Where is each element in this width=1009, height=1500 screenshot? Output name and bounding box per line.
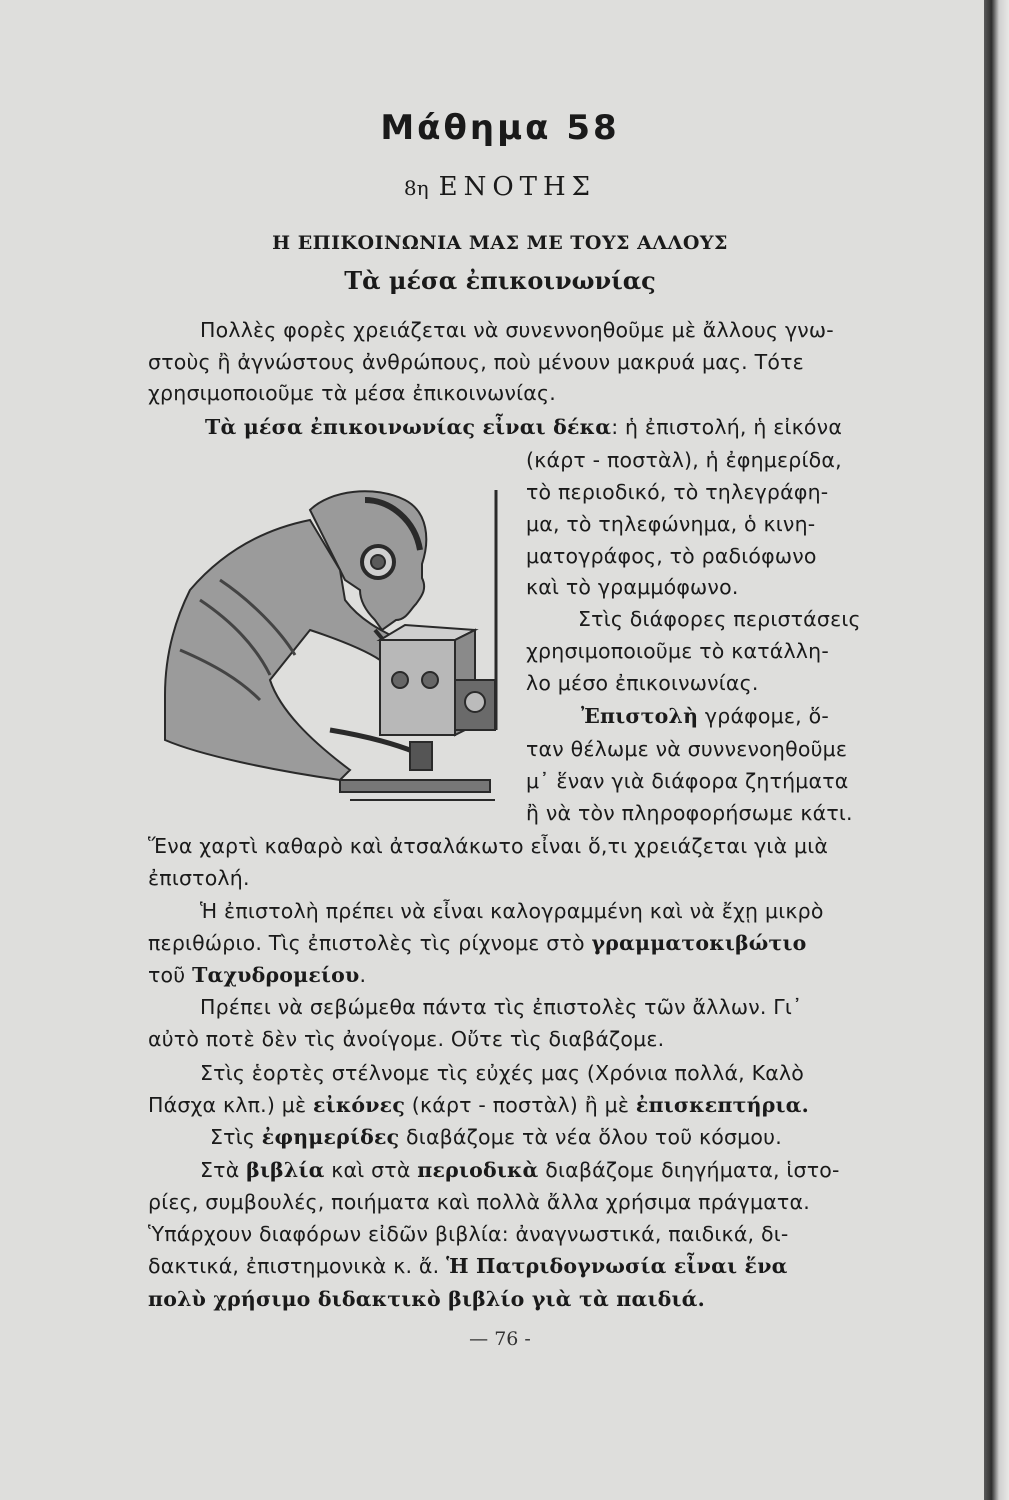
text-span: γράφομε, ὅ- xyxy=(698,704,829,728)
bold-phrase: Ἡ Πατριδογνωσία εἶναι ἕνα xyxy=(446,1254,788,1278)
text-span: διαβάζομε διηγήματα, ἱστο- xyxy=(538,1158,840,1182)
text-span: Στὶς xyxy=(210,1125,262,1149)
text-line: καὶ τὸ γραμμόφωνο. xyxy=(526,575,739,599)
text-line: Ὑπάρχουν διαφόρων εἰδῶν βιβλία: ἀναγνωστικά, παιδικά, δι- xyxy=(148,1222,789,1246)
text-line: αὐτὸ ποτὲ δὲν τὶς ἀνοίγομε. Οὔτε τὶς διαβάζομε. xyxy=(148,1027,665,1051)
bold-phrase: Ταχυδρομείου xyxy=(192,963,360,987)
text-line xyxy=(210,1121,782,1153)
text-line: χρησιμοποιοῦμε τὸ κατάλλη- xyxy=(526,639,829,663)
text-line xyxy=(148,959,366,991)
text-span: Πάσχα κλπ.) μὲ xyxy=(148,1093,314,1117)
lesson-subtitle: Τὰ μέσα ἐπικοινωνίας xyxy=(344,266,656,295)
book-spine-edge xyxy=(984,0,1009,1500)
text-line: ἢ νὰ τὸν πληροφορήσωμε κάτι. xyxy=(526,801,853,825)
text-line: Πρέπει νὰ σεβώμεθα πάντα τὶς ἐπιστολὲς τῶν ἄλλων. Γι᾽ xyxy=(200,995,803,1019)
bold-phrase: γραμματοκιβώτιο xyxy=(591,931,807,955)
bold-phrase: πολὺ χρήσιμο διδακτικὸ βιβλίο γιὰ τὰ παιδιά. xyxy=(148,1287,705,1311)
text-line xyxy=(148,1283,705,1315)
text-line: Ἕνα χαρτὶ καθαρὸ καὶ ἀτσαλάκωτο εἶναι ὅ,τι χρειάζεται γιὰ μιὰ xyxy=(148,834,829,858)
text-line xyxy=(148,1089,809,1121)
bold-phrase: βιβλία xyxy=(246,1158,325,1182)
text-line: μ᾽ ἕναν γιὰ διάφορα ζητήματα xyxy=(526,769,849,793)
text-line xyxy=(581,700,829,732)
text-span: δακτικά, ἐπιστημονικὰ κ. ἄ. xyxy=(148,1254,447,1278)
text-line xyxy=(148,1250,788,1282)
text-span: : ἡ ἐπιστολή, ἡ εἰκόνα xyxy=(611,415,843,439)
text-line xyxy=(200,1154,840,1186)
text-span: . xyxy=(359,963,367,987)
text-line: ρίες, συμβουλές, ποιήματα καὶ πολλὰ ἄλλα χρήσιμα πράγματα. xyxy=(148,1190,810,1214)
text-line: στοὺς ἢ ἀγνώστους ἀνθρώπους, ποὺ μένουν μακρυά μας. Τότε xyxy=(148,350,804,374)
text-line: ματογράφος, τὸ ραδιόφωνο xyxy=(526,544,817,568)
text-line: Πολλὲς φορὲς χρειάζεται νὰ συνεννοηθοῦμε μὲ ἄλλους γνω- xyxy=(200,318,834,342)
text-span: καὶ στὰ xyxy=(324,1158,418,1182)
text-line: μα, τὸ τηλεφώνημα, ὁ κινη- xyxy=(526,512,816,536)
section-title: Η ΕΠΙΚΟΙΝΩΝΙΑ ΜΑΣ ΜΕ ΤΟΥΣ ΑΛΛΟΥΣ xyxy=(272,232,728,254)
text-line: ταν θέλωμε νὰ συννενοηθοῦμε xyxy=(526,737,848,761)
text-line: χρησιμοποιοῦμε τὰ μέσα ἐπικοινωνίας. xyxy=(148,381,556,405)
text-line: ἐπιστολή. xyxy=(148,866,250,890)
text-line: Στὶς διάφορες περιστάσεις xyxy=(578,607,861,631)
text-span: τοῦ xyxy=(148,963,193,987)
unit-ordinal: 8η xyxy=(403,176,429,200)
bold-phrase: ἐπισκεπτήρια. xyxy=(635,1093,809,1117)
unit-label: ΕΝΟΤΗΣ xyxy=(438,172,597,202)
text-span: (κάρτ - ποστὰλ) ἢ μὲ xyxy=(405,1093,636,1117)
text-line: (κάρτ - ποστὰλ), ἡ ἐφημερίδα, xyxy=(526,448,842,472)
text-line: Ἡ ἐπιστολὴ πρέπει νὰ εἶναι καλογραμμένη καὶ νὰ ἔχῃ μικρὸ xyxy=(200,899,824,923)
text-line: τὸ περιοδικό, τὸ τηλεγράφη- xyxy=(526,480,829,504)
text-span: Στὰ xyxy=(200,1158,247,1182)
bold-phrase: Ἐπιστολὴ xyxy=(581,704,699,728)
page-number: — 76 - xyxy=(469,1328,531,1350)
radio-operator-illustration xyxy=(160,480,530,820)
text-line xyxy=(148,927,806,959)
text-line: Στὶς ἑορτὲς στέλνομε τὶς εὐχές μας (Χρόνια πολλά, Καλὸ xyxy=(200,1061,805,1085)
text-line: λο μέσο ἐπικοινωνίας. xyxy=(526,671,759,695)
text-span: διαβάζομε τὰ νέα ὅλου τοῦ κόσμου. xyxy=(399,1125,782,1149)
bold-phrase: ἐφημερίδες xyxy=(261,1125,400,1149)
unit-heading xyxy=(0,172,1000,202)
bold-phrase: περιοδικὰ xyxy=(417,1158,539,1182)
bold-phrase: εἰκόνες xyxy=(313,1093,406,1117)
lesson-title: Μάθημα 58 xyxy=(380,108,620,148)
bold-phrase: Τὰ μέσα ἐπικοινωνίας εἶναι δέκα xyxy=(205,415,612,439)
text-span: περιθώριο. Τὶς ἐπιστολὲς τὶς ρίχνομε στὸ xyxy=(148,931,592,955)
text-line xyxy=(205,411,842,443)
